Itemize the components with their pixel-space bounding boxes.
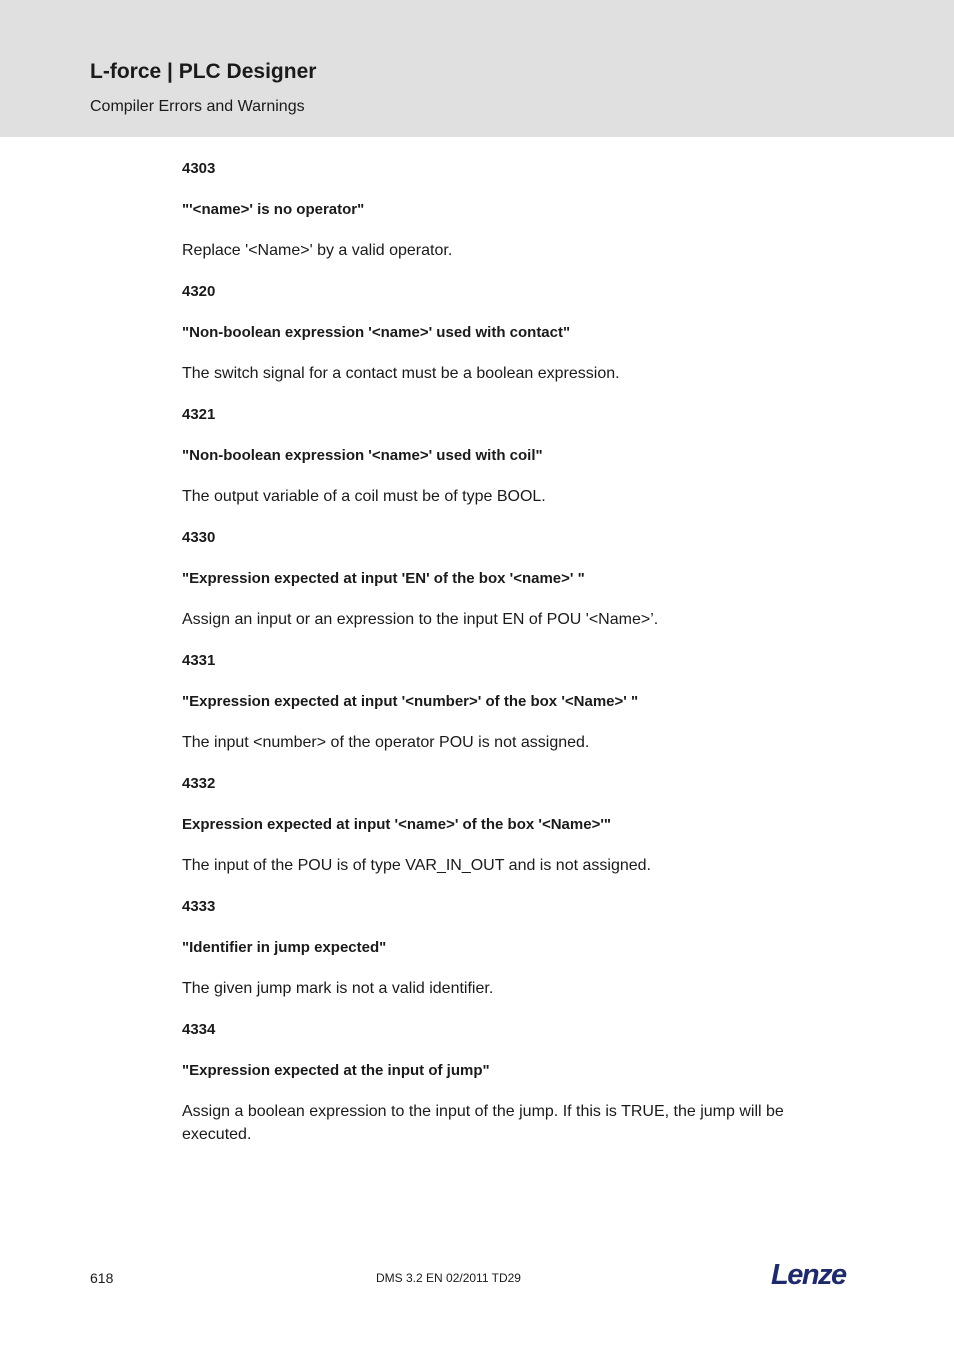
error-message: "Expression expected at the input of jump": [182, 1062, 490, 1079]
error-description: The input of the POU is of type VAR_IN_OUT and is not assigned.: [182, 857, 651, 874]
error-entry: [182, 1018, 842, 1146]
error-entry: [182, 280, 842, 385]
section-title: Compiler Errors and Warnings: [90, 98, 305, 115]
error-code: 4303: [182, 160, 216, 177]
error-description: The output variable of a coil must be of type BOOL.: [182, 488, 546, 505]
error-message: "Expression expected at input 'EN' of the box '<name>' ": [182, 570, 585, 587]
error-message: "Non-boolean expression '<name>' used with contact": [182, 324, 571, 341]
error-entry: [182, 772, 842, 877]
error-message: "Non-boolean expression '<name>' used with coil": [182, 447, 543, 464]
error-description: Replace '<Name>' by a valid operator.: [182, 242, 453, 259]
error-code: 4320: [182, 283, 216, 300]
error-code: 4321: [182, 406, 216, 423]
error-list: [182, 157, 842, 1164]
page-number: 618: [90, 1270, 114, 1286]
error-message: "Identifier in jump expected": [182, 939, 387, 956]
error-entry: [182, 895, 842, 1000]
error-message: Expression expected at input '<name>' of the box '<Name>'": [182, 816, 612, 833]
error-code: 4334: [182, 1021, 216, 1038]
error-description: Assign a boolean expression to the input of the jump. If this is TRUE, the jump will be executed.: [182, 1103, 784, 1143]
error-description: The input <number> of the operator POU is not assigned.: [182, 734, 590, 751]
error-description: The given jump mark is not a valid identifier.: [182, 980, 494, 997]
error-entry: [182, 526, 842, 631]
error-entry: [182, 403, 842, 508]
lenze-logo: Lenze: [771, 1259, 846, 1291]
error-message: "Expression expected at input '<number>' of the box '<Name>' ": [182, 693, 639, 710]
error-message: "'<name>' is no operator": [182, 201, 365, 218]
error-description: The switch signal for a contact must be a boolean expression.: [182, 365, 620, 382]
error-code: 4333: [182, 898, 216, 915]
error-description: Assign an input or an expression to the input EN of POU '<Name>’.: [182, 611, 659, 628]
error-code: 4332: [182, 775, 216, 792]
error-code: 4330: [182, 529, 216, 546]
document-title: L-force | PLC Designer: [90, 60, 317, 83]
page-header: [0, 0, 954, 137]
error-code: 4331: [182, 652, 216, 669]
error-entry: [182, 649, 842, 754]
error-entry: [182, 157, 842, 262]
document-id: DMS 3.2 EN 02/2011 TD29: [376, 1271, 521, 1285]
